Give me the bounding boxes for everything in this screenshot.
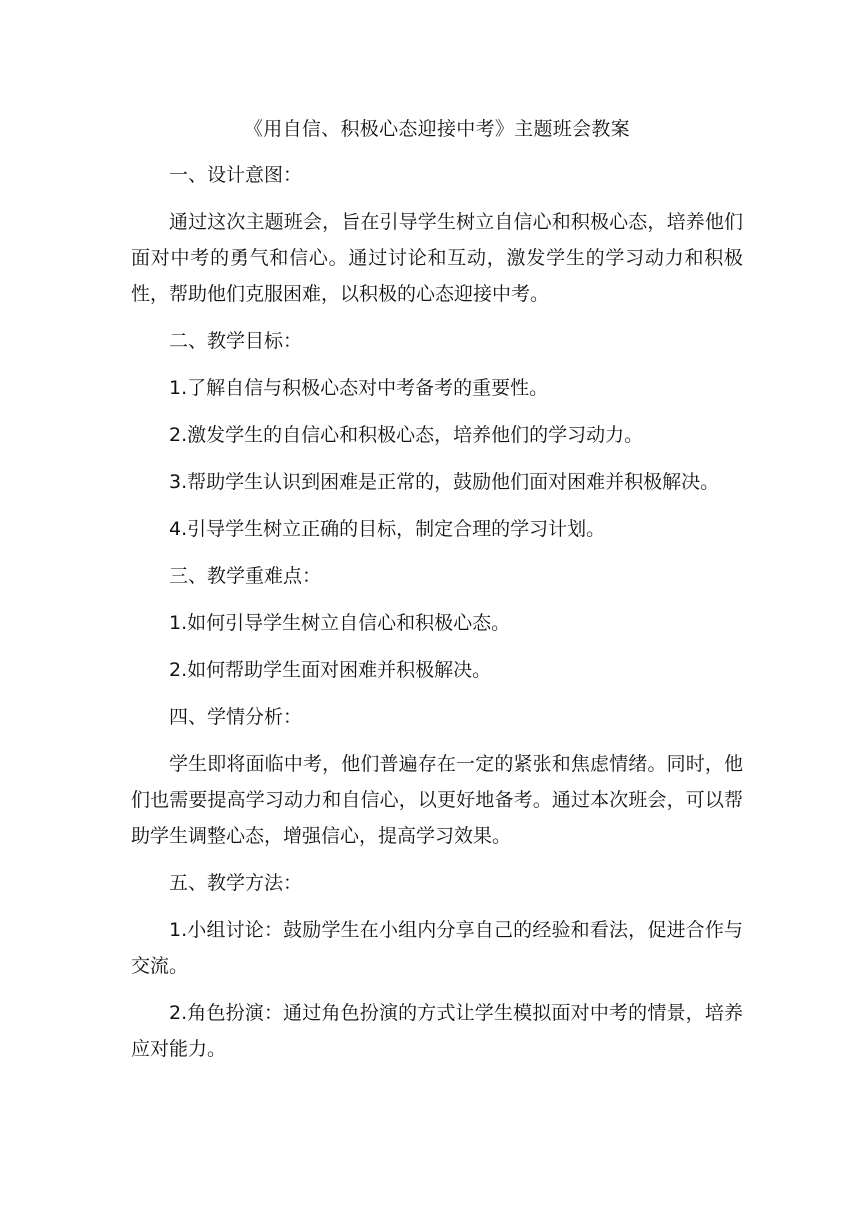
- list-item: 2.如何帮助学生面对困难并积极解决。: [169, 659, 492, 681]
- list-item: 3.帮助学生认识到困难是正常的，鼓励他们面对困难并积极解决。: [169, 471, 720, 493]
- section-heading: 二、教学目标：: [169, 330, 303, 352]
- section-key-difficulties: [131, 558, 743, 688]
- list-item: 2.角色扮演：通过角色扮演的方式让学生模拟面对中考的情景，培养应对能力。: [131, 1002, 743, 1060]
- section-heading: 三、教学重难点：: [169, 565, 322, 587]
- list-item: 4.引导学生树立正确的目标，制定合理的学习计划。: [169, 518, 606, 540]
- paragraph: 学生即将面临中考，他们普遍存在一定的紧张和焦虑情绪。同时，他们也需要提高学习动力和自信心，以更好地备考。通过本次班会，可以帮助学生调整心态，增强信心，提高学习效果。: [131, 753, 743, 847]
- section-heading: 四、学情分析：: [169, 706, 303, 728]
- section-heading: 一、设计意图：: [169, 164, 303, 186]
- list-item: 1.如何引导学生树立自信心和积极心态。: [169, 612, 511, 634]
- document-body: [131, 112, 743, 1067]
- list-item: 1.了解自信与积极心态对中考备考的重要性。: [169, 377, 549, 399]
- document-title: 《用自信、积极心态迎接中考》主题班会教案: [243, 118, 630, 140]
- list-item: 1.小组讨论：鼓励学生在小组内分享自己的经验和看法，促进合作与交流。: [131, 919, 743, 977]
- section-teaching-methods: [131, 865, 743, 1067]
- section-teaching-goals: [131, 323, 743, 547]
- section-heading: 五、教学方法：: [169, 872, 303, 894]
- section-student-analysis: [131, 699, 743, 854]
- paragraph: 通过这次主题班会，旨在引导学生树立自信心和积极心态，培养他们面对中考的勇气和信心。通过讨论和互动，激发学生的学习动力和积极性，帮助他们克服困难，以积极的心态迎接中考。: [131, 211, 743, 305]
- list-item: 2.激发学生的自信心和积极心态，培养他们的学习动力。: [169, 424, 644, 446]
- section-design-intent: [131, 157, 743, 312]
